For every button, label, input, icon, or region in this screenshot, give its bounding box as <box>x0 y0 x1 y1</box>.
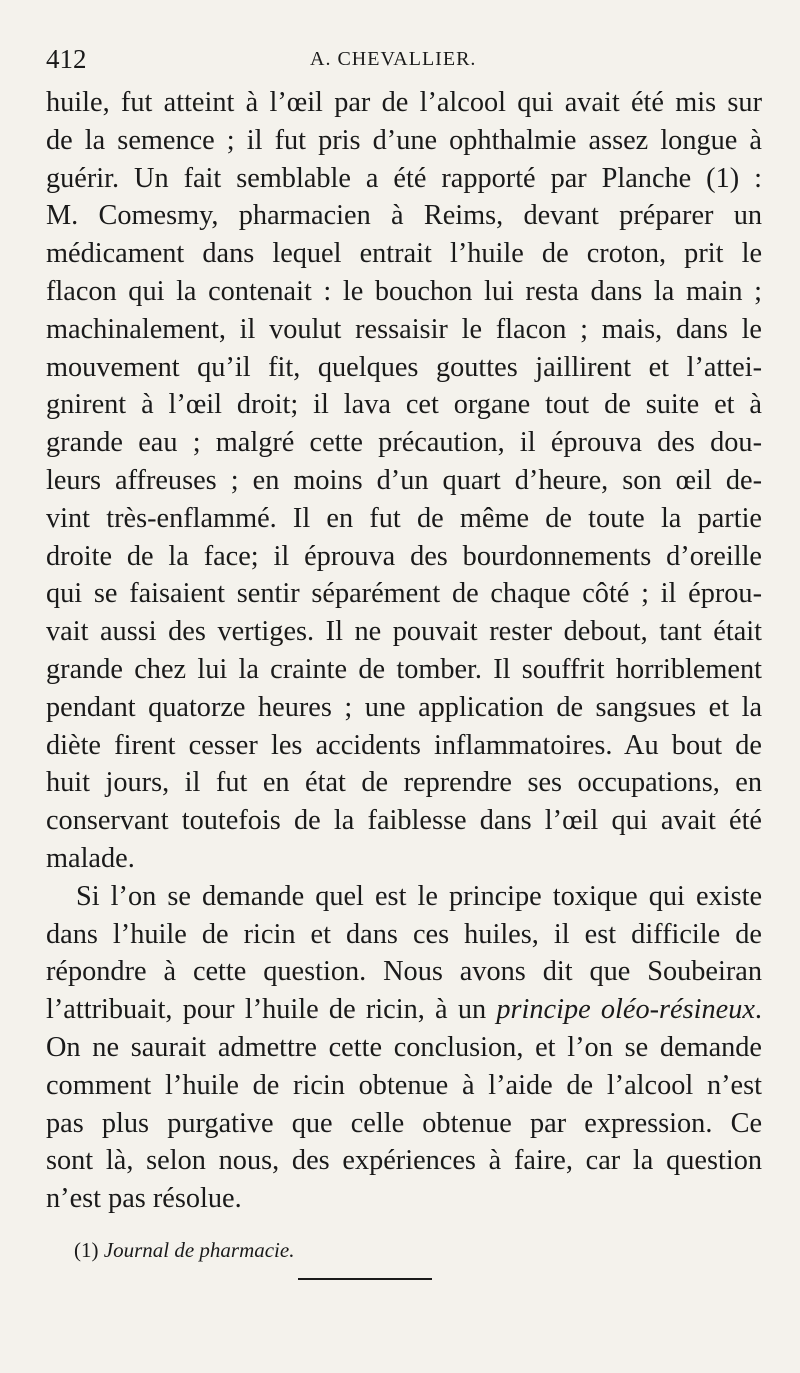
text-line: conservant toutefois de la faiblesse dans l’œil qui avait été <box>46 805 762 837</box>
text-line: diète firent cesser les accidents inflammatoires. Au bout de <box>46 729 762 761</box>
page-header <box>46 40 762 84</box>
text-line: vint très-enflammé. Il en fut de même de toute la partie <box>46 502 762 534</box>
text-line: guérir. Un fait semblable a été rapporté par Planche (1) : <box>46 162 762 194</box>
text-line: machinalement, il voulut ressaisir le flacon ; mais, dans le <box>46 313 762 345</box>
text-line: huile, fut atteint à l’œil par de l’alcool qui avait été mis sur <box>46 87 762 118</box>
text-line: Si l’on se demande quel est le principe toxique qui existe <box>76 880 762 912</box>
text-line: médicament dans lequel entrait l’huile de croton, prit le <box>46 238 762 270</box>
text-line: comment l’huile de ricin obtenue à l’aide de l’alcool n’est <box>46 1069 762 1101</box>
page-number: 412 <box>46 44 87 74</box>
text-line: qui se faisaient sentir séparément de chaque côté ; il éprou- <box>46 578 762 610</box>
footnote-title: Journal de pharmacie. <box>103 1237 295 1262</box>
text-line: vait aussi des vertiges. Il ne pouvait rester debout, tant était <box>46 616 762 648</box>
footnote <box>46 1236 762 1264</box>
footnote-marker: (1) <box>74 1237 104 1262</box>
italic-term: principe oléo-résineux <box>496 994 755 1026</box>
text-line: mouvement qu’il fit, quelques gouttes jaillirent et l’attei- <box>46 351 762 383</box>
text-line: pendant quatorze heures ; une application de sangsues et la <box>46 691 762 723</box>
text-line: gnirent à l’œil droit; il lava cet organe tout de suite et à <box>46 389 762 421</box>
text-line <box>46 991 762 1029</box>
paragraph-1 <box>46 84 762 878</box>
text-line: grande chez lui la crainte de tomber. Il souffrit horriblement <box>46 653 762 685</box>
text-line: de la semence ; il fut pris d’une ophthalmie assez longue à <box>46 124 762 156</box>
text-line: sont là, selon nous, des expériences à faire, car la question <box>46 1145 762 1177</box>
text-line: pas plus purgative que celle obtenue par expression. Ce <box>46 1107 762 1139</box>
text-line: répondre à cette question. Nous avons dit que Soubeiran <box>46 956 762 988</box>
text-line: malade. <box>46 842 135 874</box>
text-line: n’est pas résolue. <box>46 1183 242 1215</box>
divider-rule <box>298 1278 432 1280</box>
text-run: l’attribuait, pour l’huile de ricin, à un <box>46 994 497 1026</box>
text-line: leurs affreuses ; en moins d’un quart d’heure, son œil de- <box>46 464 762 496</box>
text-line: grande eau ; malgré cette précaution, il éprouva des dou- <box>46 427 762 459</box>
text-line: dans l’huile de ricin et dans ces huiles, il est difficile de <box>46 918 762 950</box>
text-line: droite de la face; il éprouva des bourdonnements d’oreille <box>46 540 762 572</box>
text-line: On ne saurait admettre cette conclusion, et l’on se demande <box>46 1031 762 1063</box>
document-page <box>46 40 762 1340</box>
running-title: A. CHEVALLIER. <box>310 48 477 70</box>
paragraph-2 <box>46 878 762 1218</box>
text-line: flacon qui la contenait : le bouchon lui resta dans la main ; <box>46 275 762 307</box>
text-line: M. Comesmy, pharmacien à Reims, devant préparer un <box>46 200 762 232</box>
text-line: huit jours, il fut en état de reprendre ses occupations, en <box>46 767 762 799</box>
text-run: . <box>754 994 762 1026</box>
